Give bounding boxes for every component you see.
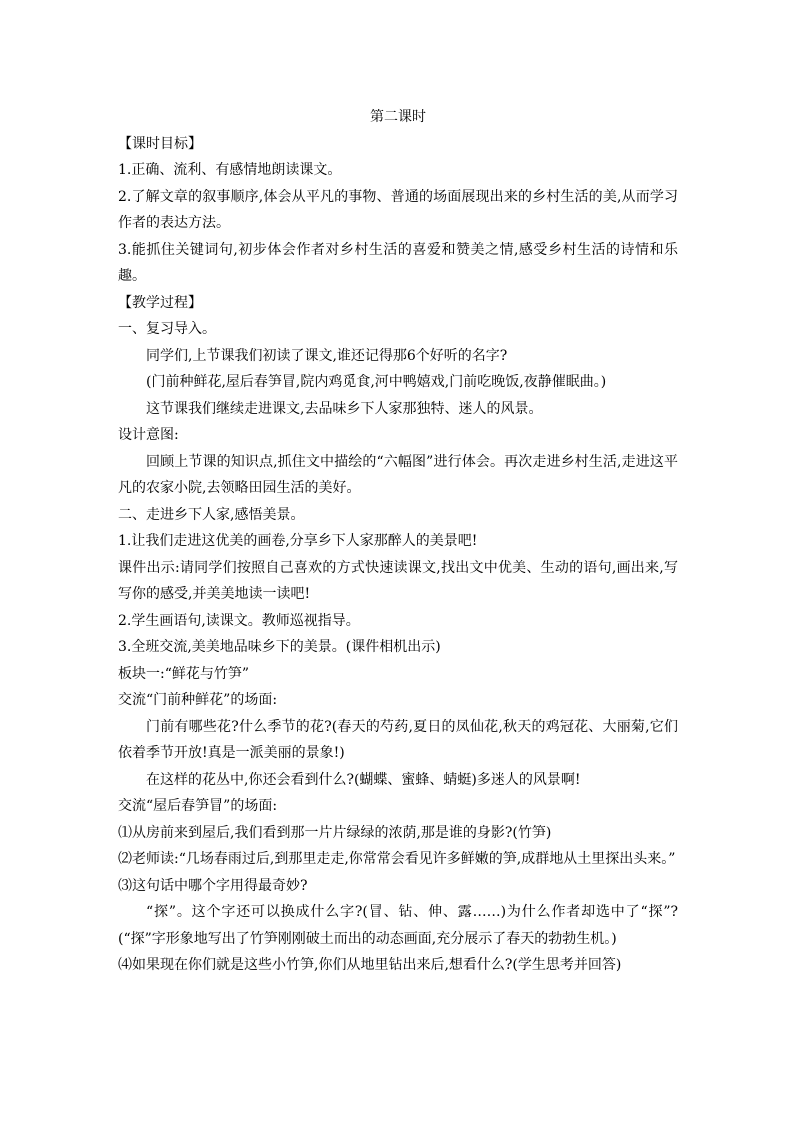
step-heading-review: 一、复习导入。 [118,321,216,337]
paragraph-flowers-insects: 在这样的花丛中,你还会看到什么?(蝴蝶、蜜蜂、蜻蜓)多迷人的风景啊! [146,771,581,788]
section-heading-process: 【教学过程】 [118,294,202,311]
block-heading-flowers-bamboo: 板块一:“鲜花与竹笋” [118,665,250,682]
bamboo-item-1: ⑴从房前来到屋后,我们看到那一片片绿绿的浓荫,那是谁的身影?(竹笋) [118,824,552,841]
exchange-heading-flowers: 交流“门前种鲜花”的场面: [118,692,278,708]
explore-item-1: 1.让我们走进这优美的画卷,分享乡下人家那醉人的美景吧! [118,533,478,549]
section-heading-objectives: 【课时目标】 [118,135,202,152]
bamboo-item-2: ⑵老师读:“几场春雨过后,到那里走走,你常常会看见许多鲜嫩的笋,成群地从土里探出头来。” [118,851,676,867]
design-intent-label: 设计意图: [118,427,179,443]
paragraph-flowers-question: 门前有哪些花?什么季节的花?(春天的芍药,夏日的凤仙花,秋天的鸡冠花、大丽菊,它们依着季节开放!真是一派美丽的景象!) [118,718,678,761]
design-intent-text: 回顾上节课的知识点,抓住文中描绘的“六幅图”进行体会。再次走进乡村生活,走进这平凡的农家小院,去领略田园生活的美好。 [118,453,678,496]
paragraph-review-transition: 这节课我们继续走进课文,去品味乡下人家那独特、迷人的风景。 [146,400,543,417]
step-heading-explore: 二、走进乡下人家,感悟美景。 [118,506,305,523]
explore-item-2: 2.学生画语句,读课文。教师巡视指导。 [118,612,360,629]
document-body [118,104,678,979]
exchange-heading-bamboo: 交流“屋后春笋冒”的场面: [118,798,278,814]
bamboo-item-3: ⑶这句话中哪个字用得最奇妙? [118,877,308,894]
objective-item-1: 1.正确、流利、有感情地朗读课文。 [118,162,342,178]
paragraph-review-question: 同学们,上节课我们初读了课文,谁还记得那6个好听的名字? [146,347,508,364]
paragraph-review-answer: (门前种鲜花,屋后春笋冒,院内鸡觅食,河中鸭嬉戏,门前吃晚饭,夜静催眠曲。) [146,374,607,390]
bamboo-item-4: ⑷如果现在你们就是这些小竹笋,你们从地里钻出来后,想看什么?(学生思考并回答) [118,957,622,973]
explore-item-3: 3.全班交流,美美地品味乡下的美景。(课件相机出示) [118,639,441,655]
page-title: 第二课时 [370,109,426,125]
objective-item-2: 2.了解文章的叙事顺序,体会从平凡的事物、普通的场面展现出来的乡村生活的美,从而学习作者的表达方法。 [118,188,678,231]
courseware-prompt: 课件出示:请同学们按照自己喜欢的方式快速读课文,找出文中优美、生动的语句,画出来,写写你的感受,并美美地读一读吧! [118,559,678,602]
paragraph-tan-explanation: “探”。这个字还可以换成什么字?(冒、钻、伸、露……)为什么作者却选中了“探”?(“探”字形象地写出了竹笋刚刚破土而出的动态画面,充分展示了春天的勃勃生机。) [118,904,678,947]
objective-item-3: 3.能抓住关键词句,初步体会作者对乡村生活的喜爱和赞美之情,感受乡村生活的诗情和乐趣。 [118,241,678,284]
